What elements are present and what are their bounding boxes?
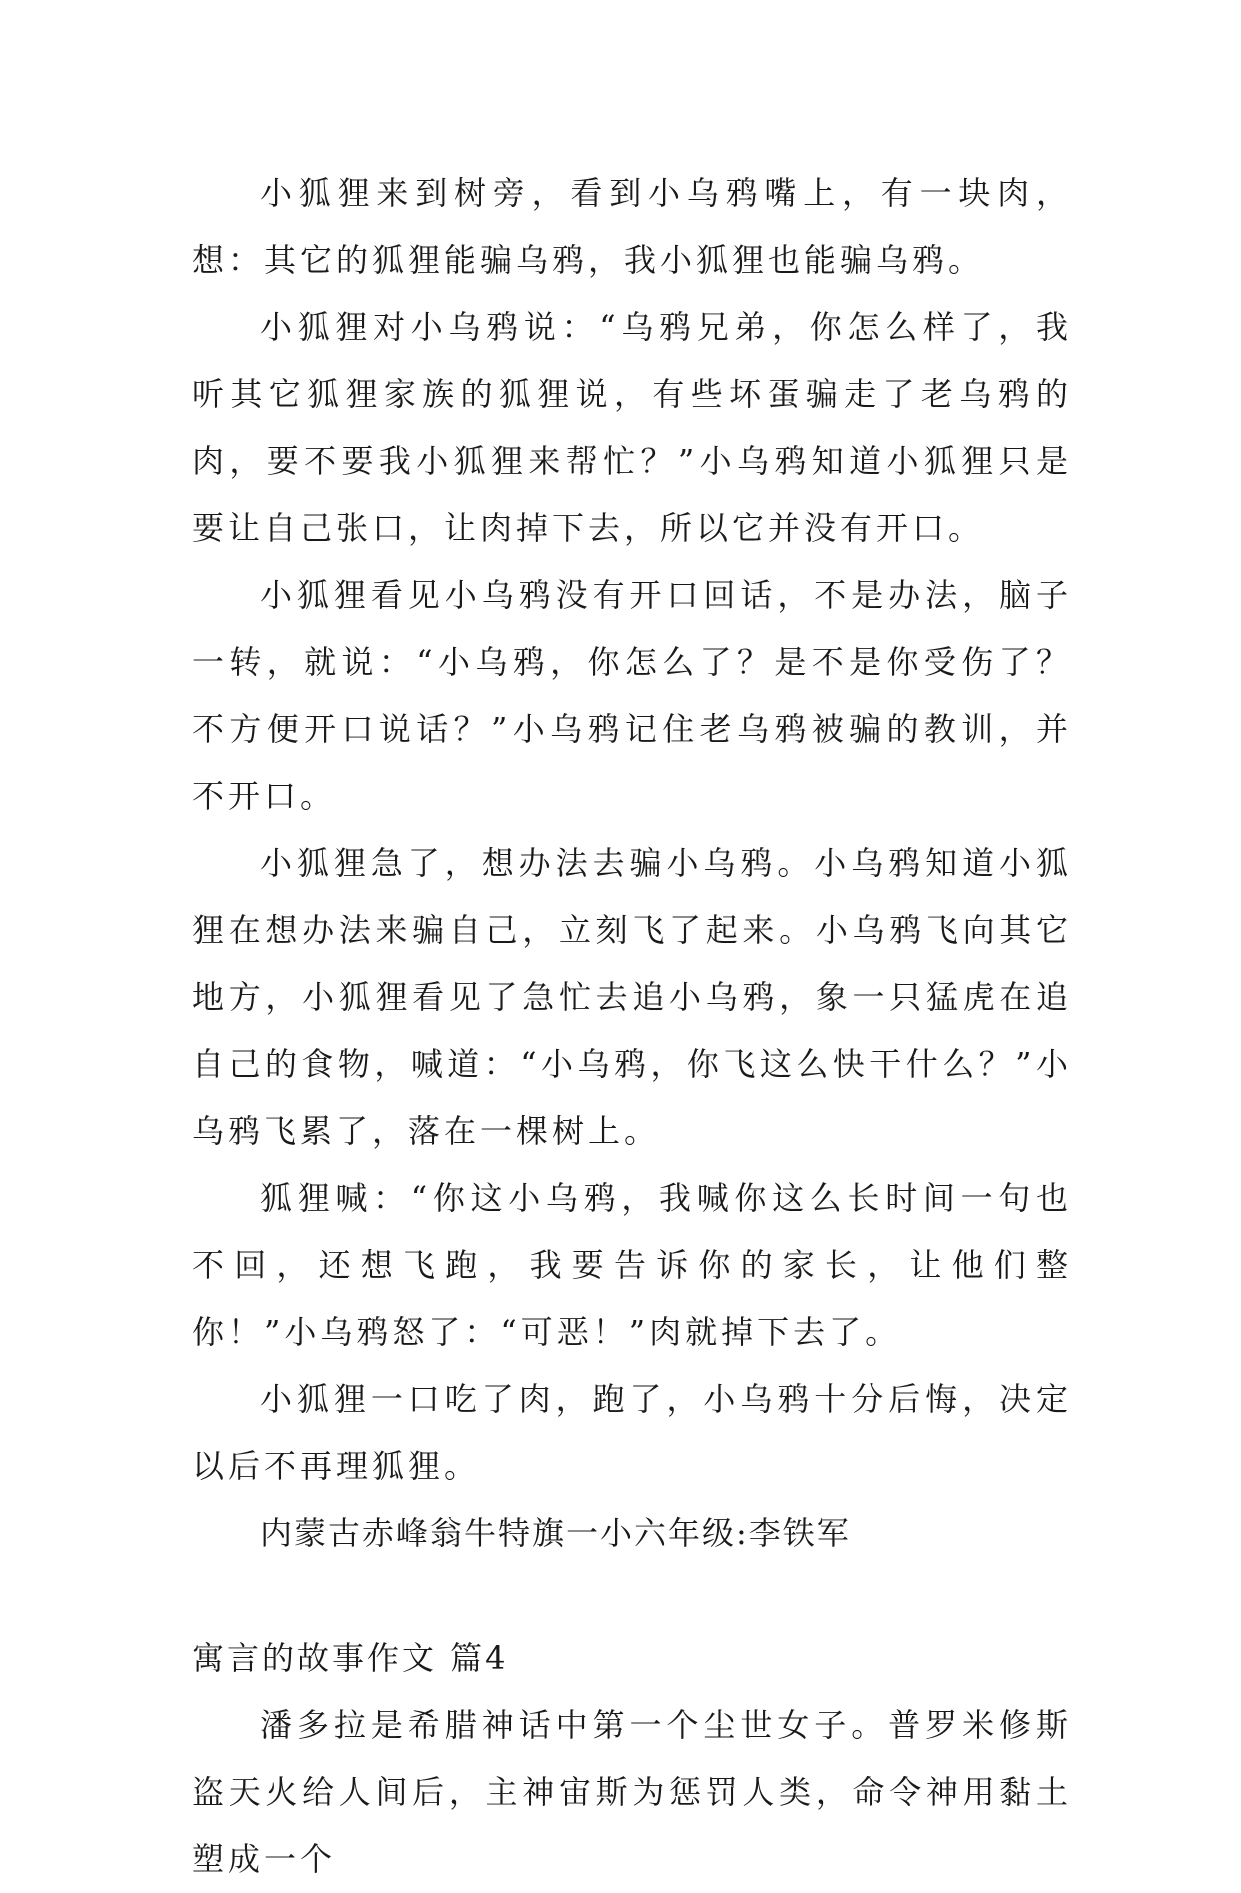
story-paragraph: 潘多拉是希腊神话中第一个尘世女子。普罗米修斯盗天火给人间后，主神宙斯为惩罚人类，命令神用黏土塑成一个 bbox=[192, 1706, 1072, 1878]
author-signature: 内蒙古赤峰翁牛特旗一小六年级:李铁军 bbox=[260, 1514, 851, 1552]
story-paragraph: 小狐狸看见小乌鸦没有开口回话，不是办法，脑子一转，就说：“小乌鸦，你怎么了？是不是你受伤了？不方便开口说话？”小乌鸦记住老乌鸦被骗的教训，并不开口。 bbox=[192, 576, 1072, 815]
story-paragraph: 小狐狸对小乌鸦说：“乌鸦兄弟，你怎么样了，我听其它狐狸家族的狐狸说，有些坏蛋骗走了老乌鸦的肉，要不要我小狐狸来帮忙？”小乌鸦知道小狐狸只是要让自己张口，让肉掉下去，所以它并没有开口。 bbox=[192, 308, 1072, 547]
story-paragraph: 小狐狸急了，想办法去骗小乌鸦。小乌鸦知道小狐狸在想办法来骗自己，立刻飞了起来。小乌鸦飞向其它地方，小狐狸看见了急忙去追小乌鸦，象一只猛虎在追自己的食物，喊道：“小乌鸦，你飞这么快干什么？”小乌鸦飞累了，落在一棵树上。 bbox=[192, 844, 1072, 1150]
story-paragraph: 狐狸喊：“你这小乌鸦，我喊你这么长时间一句也不回，还想飞跑，我要告诉你的家长，让他们整你！”小乌鸦怒了：“可恶！”肉就掉下去了。 bbox=[192, 1179, 1072, 1351]
story-paragraph: 小狐狸一口吃了肉，跑了，小乌鸦十分后悔，决定以后不再理狐狸。 bbox=[192, 1380, 1072, 1485]
document-page bbox=[192, 160, 1072, 1893]
section-heading: 寓言的故事作文 篇4 bbox=[192, 1639, 509, 1677]
story-paragraph: 小狐狸来到树旁，看到小乌鸦嘴上，有一块肉，想：其它的狐狸能骗乌鸦，我小狐狸也能骗乌鸦。 bbox=[192, 174, 1072, 279]
